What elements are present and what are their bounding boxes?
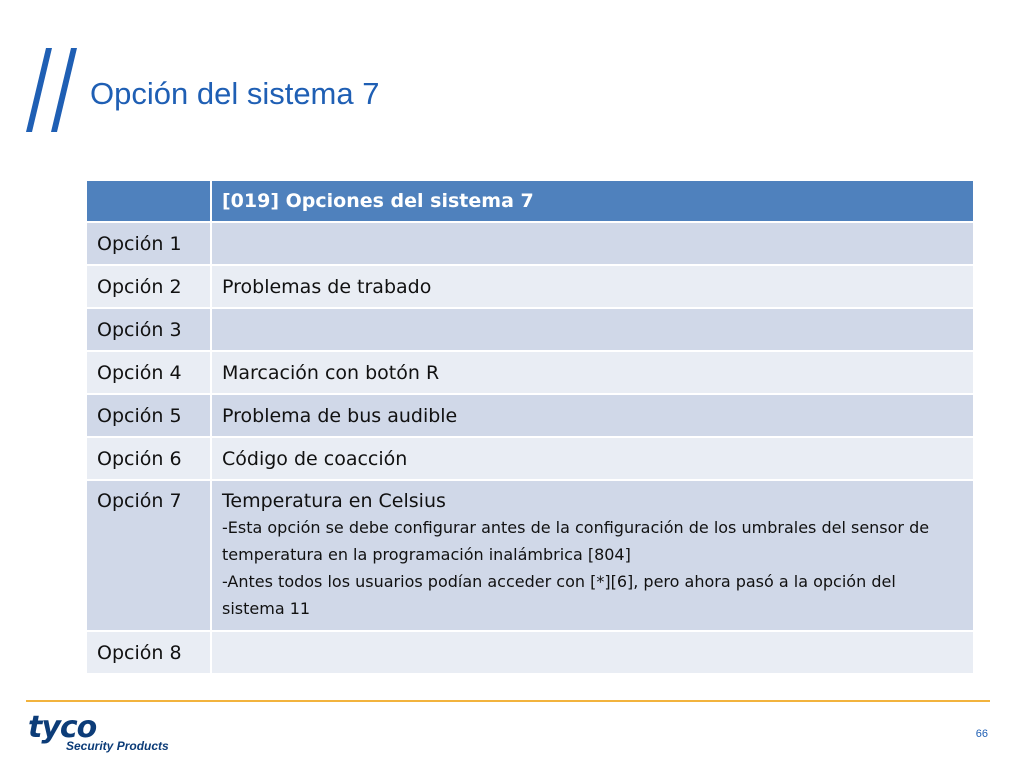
option-notes: [222, 514, 963, 622]
title-slashes-decoration: [22, 48, 84, 134]
option-description: [211, 308, 974, 351]
table-header-title: [019] Opciones del sistema 7: [211, 180, 974, 222]
option-label: Opción 2: [86, 265, 211, 308]
option-label: Opción 1: [86, 222, 211, 265]
page-number: 66: [975, 728, 988, 740]
table-row: [86, 222, 974, 265]
option-description: Problemas de trabado: [211, 265, 974, 308]
table-row: [86, 631, 974, 674]
option-label: Opción 3: [86, 308, 211, 351]
table-header-row: [86, 180, 974, 222]
table-row: [86, 437, 974, 480]
table-row: [86, 351, 974, 394]
table-row: [86, 394, 974, 437]
table-header-corner: [86, 180, 211, 222]
table-row: [86, 308, 974, 351]
option-description-cell: [211, 480, 974, 631]
option-label: Opción 5: [86, 394, 211, 437]
option-label: Opción 7: [86, 480, 211, 631]
logo-wordmark: tyco: [28, 710, 97, 745]
page-title: Opción del sistema 7: [90, 76, 380, 111]
footer-divider: [26, 700, 990, 702]
option-label: Opción 6: [86, 437, 211, 480]
option-label: Opción 4: [86, 351, 211, 394]
option-note: -Antes todos los usuarios podían acceder con [*][6], pero ahora pasó a la opción del sistema 11: [222, 572, 896, 618]
tyco-logo: [26, 712, 186, 758]
option-description: Marcación con botón R: [211, 351, 974, 394]
table-row: [86, 480, 974, 631]
option-description: [211, 222, 974, 265]
table-row: [86, 265, 974, 308]
option-description: Temperatura en Celsius: [222, 490, 446, 512]
option-label: Opción 8: [86, 631, 211, 674]
option-note: -Esta opción se debe configurar antes de la configuración de los umbrales del sensor de temperatura en la programación inalámbrica [804]: [222, 518, 930, 564]
option-description: Código de coacción: [211, 437, 974, 480]
option-description: Problema de bus audible: [211, 394, 974, 437]
option-description: [211, 631, 974, 674]
logo-subtitle: Security Products: [66, 739, 169, 753]
options-table: [85, 179, 975, 675]
